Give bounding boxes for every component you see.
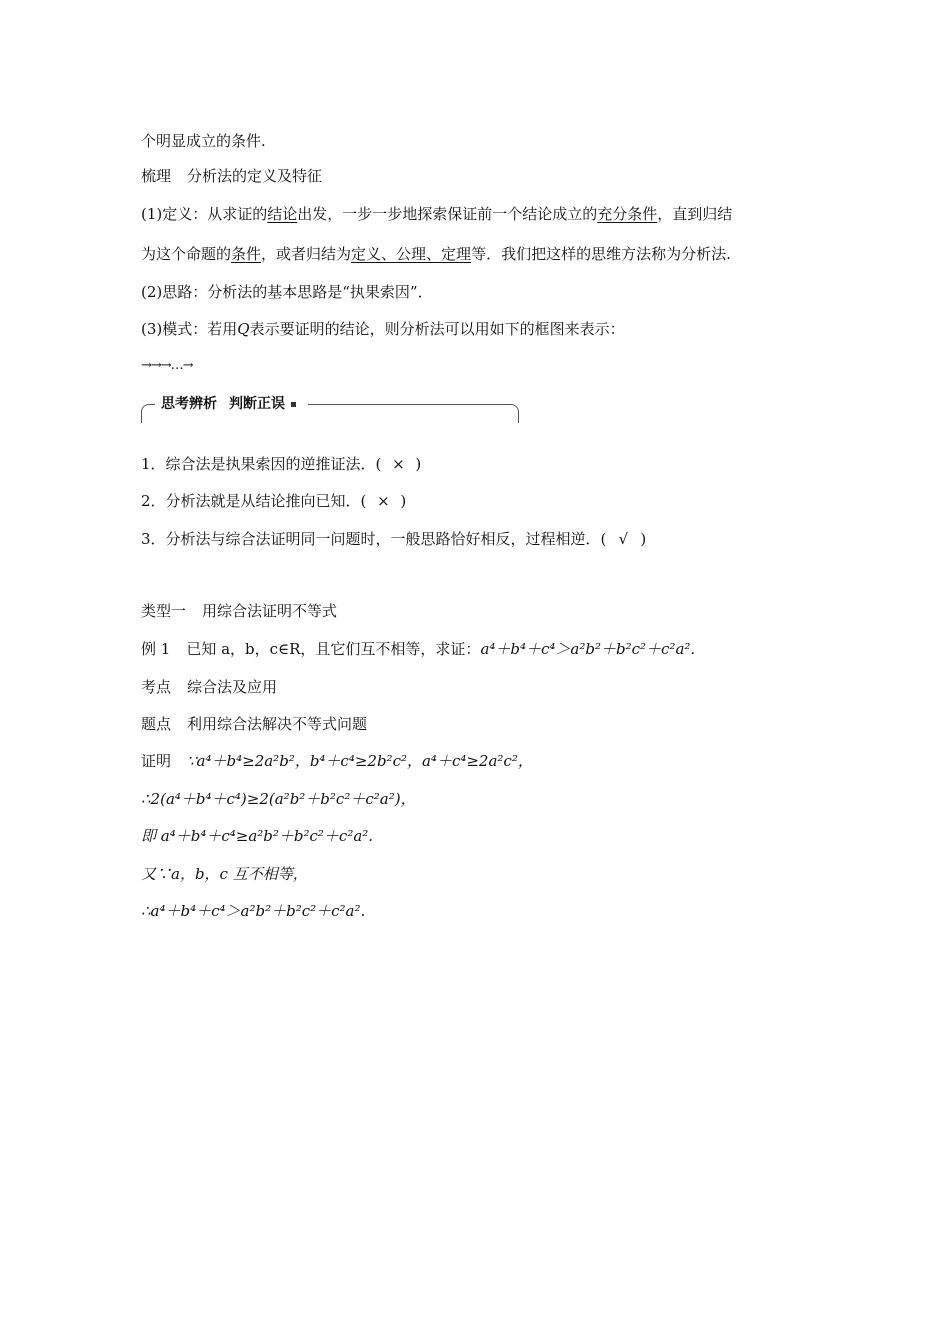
- judgement-close: ): [415, 455, 422, 473]
- judgement-mark: ×: [392, 455, 405, 473]
- proof-line-3: 即 a⁴＋b⁴＋c⁴≥a²b²＋b²c²＋c²a².: [141, 827, 374, 845]
- tidian-line: [141, 714, 367, 734]
- kaodian-text: 综合法及应用: [187, 678, 278, 696]
- example-condition: 已知 a，b，c∈R，且它们互不相等，求证：: [186, 640, 481, 658]
- type-heading: [141, 601, 337, 621]
- definition-text: 为这个命题的: [141, 245, 232, 263]
- type-title: 用综合法证明不等式: [202, 602, 338, 620]
- judgement-close: ): [640, 530, 647, 548]
- proof-line-2: ∴2(a⁴＋b⁴＋c⁴)≥2(a²b²＋b²c²＋c²a²)，: [141, 790, 416, 808]
- example-line: [141, 639, 695, 659]
- proof-step: ∵a⁴＋b⁴≥2a²b²，b⁴＋c⁴≥2b²c²，a⁴＋c⁴≥2a²c²，: [187, 752, 533, 770]
- definition-text: 等．我们把这样的思维方法称为分析法.: [471, 245, 731, 263]
- intro-line: 个明显成立的条件.: [141, 132, 266, 150]
- tidian-text: 利用综合法解决不等式问题: [187, 715, 368, 733]
- proof-line-5: ∴a⁴＋b⁴＋c⁴＞a²b²＋b²c²＋c²a².: [141, 902, 366, 920]
- section-banner: [141, 398, 519, 422]
- definition-line-1: [141, 204, 732, 224]
- mode-text: 表示要证明的结论，则分析法可以用如下的框图来表示：: [249, 320, 625, 338]
- definition-text: (1)定义：从求证的: [141, 205, 268, 223]
- underlined-term: 充分条件: [597, 205, 658, 223]
- square-bullet-icon: [291, 402, 296, 407]
- summary-title: 分析法的定义及特征: [187, 167, 323, 185]
- definition-text: ，或者归结为: [261, 245, 352, 263]
- summary-heading: [141, 166, 322, 186]
- judgement-text: 1．综合法是执果索因的逆推证法．(: [141, 455, 382, 473]
- tidian-label: 题点: [141, 715, 172, 733]
- definition-line-2: [141, 244, 731, 264]
- judgement-mark: √: [618, 530, 629, 548]
- banner-label: [155, 394, 308, 414]
- kaodian-label: 考点: [141, 678, 172, 696]
- underlined-term: 定义、公理、定理: [351, 245, 472, 263]
- proof-line-4: 又∵a，b，c 互不相等，: [141, 865, 308, 883]
- judgement-item: [141, 454, 421, 474]
- example-claim: a⁴＋b⁴＋c⁴＞a²b²＋b²c²＋c²a².: [480, 640, 696, 658]
- definition-text: ，直到归结: [657, 205, 733, 223]
- mode-line: [141, 319, 625, 339]
- definition-text: 出发，一步一步地探索保证前一个结论成立的: [297, 205, 598, 223]
- judgement-text: 3．分析法与综合法证明同一问题时，一般思路恰好相反，过程相逆．(: [141, 530, 607, 548]
- flowchart-arrows: →→→…→: [141, 358, 193, 373]
- judgement-item: [141, 529, 646, 549]
- idea-line: (2)思路：分析法的基本思路是“执果索因”．: [141, 283, 433, 301]
- underlined-term: 条件: [231, 245, 262, 263]
- kaodian-line: [141, 677, 277, 697]
- variable-q: Q: [237, 320, 250, 338]
- banner-title: 思考辨析: [161, 396, 217, 412]
- underlined-term: 结论: [267, 205, 298, 223]
- judgement-item: [141, 491, 406, 511]
- judgement-text: 2．分析法就是从结论推向已知．(: [141, 492, 367, 510]
- mode-text: (3)模式：若用: [141, 320, 238, 338]
- type-label: 类型一: [141, 602, 187, 620]
- summary-label: 梳理: [141, 167, 172, 185]
- proof-label: 证明: [141, 752, 172, 770]
- proof-line-1: [141, 751, 533, 771]
- banner-subtitle: 判断正误: [229, 396, 285, 412]
- judgement-close: ): [400, 492, 407, 510]
- judgement-mark: ×: [377, 492, 390, 510]
- example-label: 例 1: [141, 640, 171, 658]
